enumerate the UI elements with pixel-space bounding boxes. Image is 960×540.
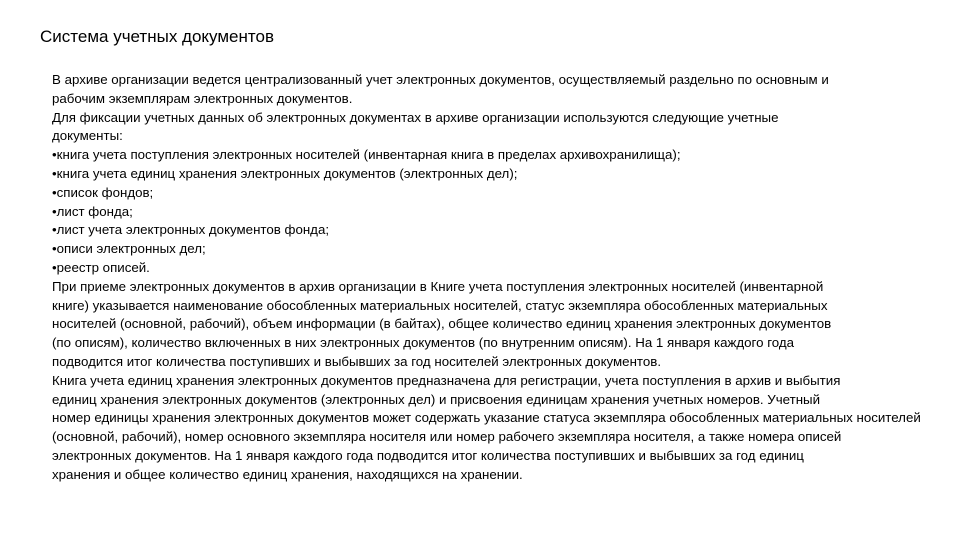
body-text [52, 71, 932, 485]
text-line: Для фиксации учетных данных об электронных документах в архиве организации используются следующие учетные [52, 109, 779, 125]
text-line: рабочим экземплярам электронных документов. [52, 90, 353, 106]
list-item: •лист фонда; [52, 203, 133, 219]
text-line: хранения и общее количество единиц хранения, находящихся на хранении. [52, 466, 523, 482]
text-line: При приеме электронных документов в архив организации в Книге учета поступления электронных носителей (инвентарной [52, 278, 824, 294]
text-line: носителей (основной, рабочий), объем информации (в байтах), общее количество единиц хранения электронных документов [52, 316, 832, 332]
page-title: Система учетных документов [40, 27, 274, 46]
text-line: документы: [52, 128, 123, 144]
text-line: единиц хранения электронных документов (электронных дел) и присвоения единицам хранения учетных номеров. Учетный [52, 391, 821, 407]
text-line: книге) указывается наименование обособленных материальных носителей, статус экземпляра обособленных материальных [52, 297, 828, 313]
text-line: (по описям), количество включенных в них электронных документов (по внутренним описям). На 1 января каждого года [52, 335, 795, 351]
list-item: •описи электронных дел; [52, 241, 206, 257]
list-item: •лист учета электронных документов фонда; [52, 222, 330, 238]
text-line: В архиве организации ведется централизованный учет электронных документов, осуществляемый раздельно по основным и [52, 72, 829, 87]
list-item: •книга учета единиц хранения электронных документов (электронных дел); [52, 165, 518, 181]
text-line: подводится итог количества поступивших и выбывших за год носителей электронных документов. [52, 353, 662, 369]
list-item: •список фондов; [52, 184, 154, 200]
text-line: номер единицы хранения электронных документов может содержать указание статуса экземпляра обособленных материальных носителей [52, 410, 921, 426]
text-line: (основной, рабочий), номер основного экземпляра носителя или номер рабочего экземпляра носителя, а также номера описей [52, 429, 842, 445]
text-line: Книга учета единиц хранения электронных документов предназначена для регистрации, учета поступления в архив и выбытия [52, 372, 841, 388]
list-item: •книга учета поступления электронных носителей (инвентарная книга в пределах архивохранилища); [52, 147, 681, 163]
list-item: •реестр описей. [52, 259, 150, 275]
text-line: электронных документов. На 1 января каждого года подводится итог количества поступивших и выбывших за год единиц [52, 447, 804, 463]
